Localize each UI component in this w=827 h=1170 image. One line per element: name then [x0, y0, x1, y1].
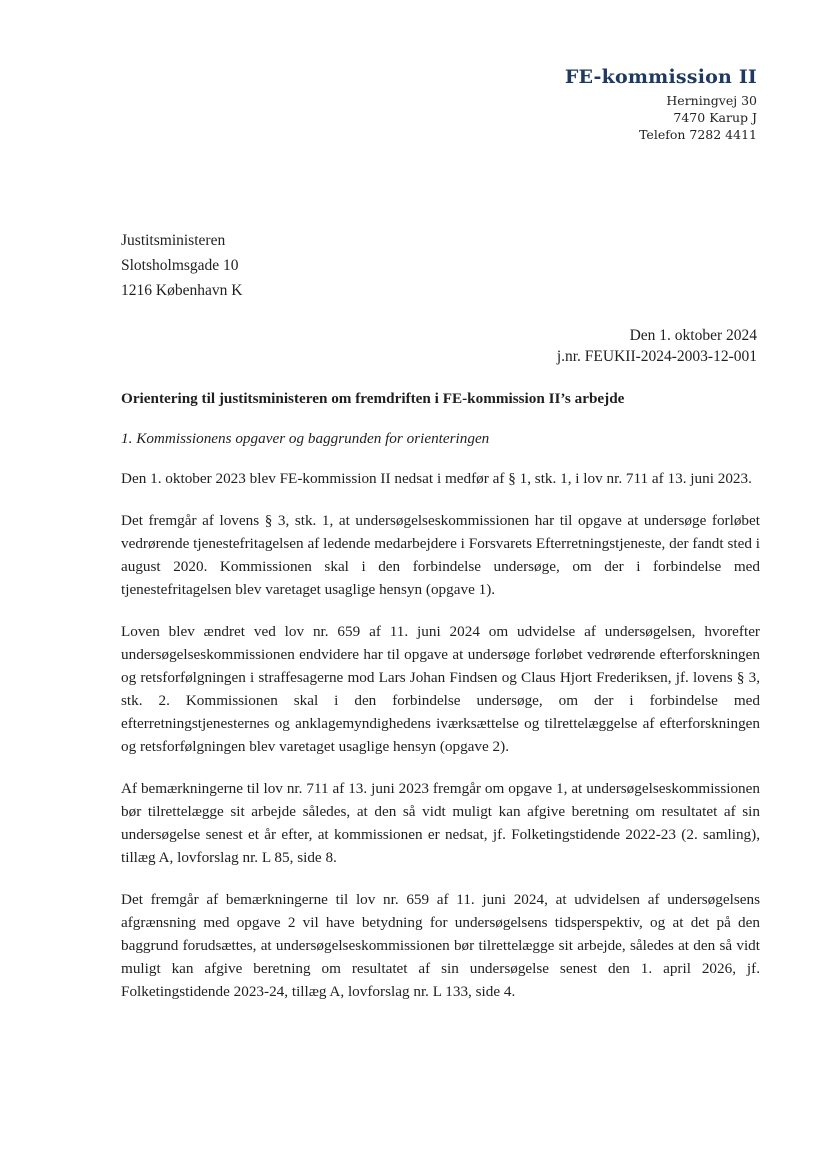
- letter-subject: Orientering til justitsministeren om fremdriften i FE-kommission II’s arbejde: [121, 390, 625, 407]
- body-paragraph: Loven blev ændret ved lov nr. 659 af 11. juni 2024 om udvidelse af undersøgelsen, hvorefter undersøgelseskommissionen endvidere har til opgave at undersøge forløbet vedrørende efterforskningen og retsforfølgningen i straffesagerne mod Lars Johan Findsen og Claus Hjort Frederiksen, jf. lovens § 3, stk. 2. Kommissionen skal i den forbindelse undersøge, om der i forbindelse med efterretningstjenesternes og anklagemyndighedens iværksættelse og tilrettelæggelse af efterforskningen og retsforfølgningen blev varetaget usaglige hensyn (opgave 2).: [121, 623, 760, 755]
- letter-body: [121, 387, 760, 1022]
- letter-date: Den 1. oktober 2024: [629, 327, 757, 344]
- address-city: 7470 Karup J: [673, 110, 757, 125]
- section-heading: 1. Kommissionens opgaver og baggrunden for orienteringen: [121, 430, 490, 447]
- recipient-name: Justitsministeren: [121, 232, 226, 249]
- recipient-city: 1216 København K: [121, 282, 243, 299]
- body-paragraph: Det fremgår af bemærkningerne til lov nr. 659 af 11. juni 2024, at udvidelsen af undersøgelsens afgrænsning med opgave 2 vil have betydning for undersøgelsens tidsperspektiv, og at det på den baggrund forudsættes, at undersøgelseskommissionen bør tilrettelægge sit arbejde, således at den så vidt muligt kan afgive beretning om resultatet af sin undersøgelse senest den 1. april 2026, jf. Folketingstidende 2023-24, tillæg A, lovforslag nr. L 133, side 4.: [121, 891, 760, 1000]
- letterhead: [565, 66, 757, 143]
- recipient-address: [121, 228, 242, 303]
- body-paragraph: Den 1. oktober 2023 blev FE-kommission II nedsat i medfør af § 1, stk. 1, i lov nr. 711 af 13. juni 2023.: [121, 470, 752, 487]
- address-street: Herningvej 30: [666, 93, 757, 108]
- address-phone: Telefon 7282 4411: [639, 127, 757, 142]
- journal-number: j.nr. FEUKII-2024-2003-12-001: [556, 348, 757, 365]
- body-paragraph: Af bemærkningerne til lov nr. 711 af 13. juni 2023 fremgår om opgave 1, at undersøgelseskommissionen bør tilrettelægge sit arbejde således, at den så vidt muligt kan afgive beretning om resultatet af sin undersøgelse senest et år efter, at kommissionen er nedsat, jf. Folketingstidende 2022-23 (2. samling), tillæg A, lovforslag nr. L 85, side 8.: [121, 780, 760, 866]
- recipient-street: Slotsholmsgade 10: [121, 257, 239, 274]
- date-block: [557, 325, 757, 367]
- body-paragraph: Det fremgår af lovens § 3, stk. 1, at undersøgelseskommissionen har til opgave at undersøge forløbet vedrørende tjenestefritagelsen af ledende medarbejdere i Forsvarets Efterretningstjeneste, der fandt sted i august 2020. Kommissionen skal i den forbindelse undersøge, om der i forbindelse med tjenestefritagelsen blev varetaget usaglige hensyn (opgave 1).: [121, 512, 760, 598]
- organization-name: FE-kommission II: [564, 66, 757, 88]
